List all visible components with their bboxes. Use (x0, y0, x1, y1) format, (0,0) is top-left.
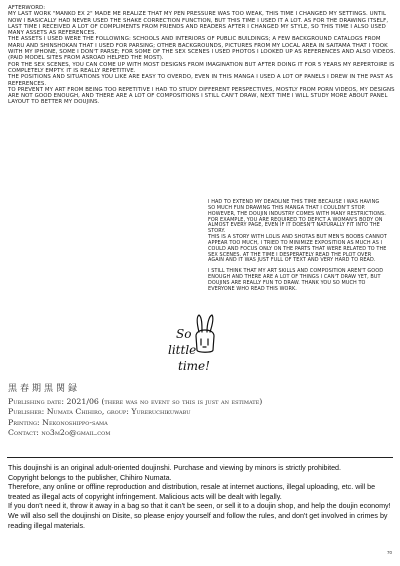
colophon-title: 黒春期黒関録 (8, 384, 81, 394)
mascot-caption-line2: little (168, 343, 197, 357)
bunny-icon (192, 314, 218, 356)
legal-paragraph: If you don't need it, throw it away in a bag so that it can't be seen, or sell it to a doujin shop, and help the doujin economy! (8, 502, 391, 511)
note-paragraph: I STILL THINK THAT MY ART SKILLS AND COMPOSITION AREN'T GOOD ENOUGH AND THERE ARE A LOT OF THINGS I CAN'T DRAW YET, BUT DOUJINS ARE REALLY FUN TO DRAW. THANK YOU SO MUCH TO EVERYONE WHO READ THIS WORK. (208, 268, 384, 292)
section-divider (7, 457, 393, 458)
afterword-paragraph: TO PREVENT MY ART FROM BEING TOO REPETITIVE I HAD TO STUDY DIFFERENT PERSPECTIVES, MOSTLY FROM PORN VIDEOS, MY DESIGNS ARE NOT GOOD ENOUGH, AND THERE ARE A LOT OF COMPOSITIONS I STILL CAN'T DRAW, NEXT TIME I WILL STUDY MORE ABOUT PANEL LAYOUT TO BETTER MY DOUJINS. (8, 86, 395, 106)
legal-paragraph: This doujinshi is an original adult-oriented doujinshi. Purchase and viewing by minors is strictly prohibited. (8, 464, 342, 472)
afterword-paragraph: FOR THE SEX SCENES, YOU CAN COME UP WITH MOST DESIGNS FROM IMAGINATION BUT AFTER DOING IT FOR 5 YEARS MY REPERTOIRE IS COMPLETELY EMPTY. IT IS REALLY REPETITIVE. (8, 61, 395, 74)
legal-paragraph: We will also sell the doujinshi on Disite, so please enjoy yourself and follow the rules, and don't get involved in crimes by reading illegal materials. (8, 511, 388, 530)
contact: Contact: no3m2o@gmail.com (8, 427, 111, 437)
afterword-paragraph: THE ASSETS I USED WERE THE FOLLOWING: SCHOOLS AND INTERIORS OF PUBLIC BUILDINGS; A FEW BACKGROUND CATALOGS FROM MARU AND SHINSHOKAN THAT I USED FOR PARSING; OTHER BACKGROUNDS, PICTURES FROM MY LOCAL AREA IN SAITAMA THAT I TOOK WITH MY IPHONE, SOME I DON'T PARSE; FOR SOME OF THE SEX SCENES I USED PHOTOS I LOOKED UP AS REFERENCES AND ALSO VIDEOS. (PAID MODEL SITES FROM ASROAD HELPED THE MOST). (8, 36, 396, 62)
note-paragraph: THIS IS A STORY WITH LOLIS AND SHOTAS BUT MEN'S BOOBS CANNOT APPEAR TOO MUCH, I TRIED TO MINIMIZE EXPOSITION AS MUCH AS I COULD AND FOCUS ONLY ON THE PARTS THAT WERE RELATED TO THE SEX SCENES. AT THE TIME I DESPERATELY READ THE PLOT OVER AGAIN AND IT WAS JUST FULL OF TEXT AND VERY HARD TO READ. (208, 234, 387, 264)
afterword-paragraph: THE POSITIONS AND SITUATIONS YOU LIKE ARE EASY TO OVERDO, EVEN IN THIS MANGA I USED A LOT OF PANELS I DREW IN THE PAST AS REFERENCES. (8, 74, 393, 87)
mascot-caption-line1: So (176, 327, 192, 341)
legal-paragraph: Copyright belongs to the publisher, Chihiro Numata. (8, 473, 172, 482)
printing: Printing: Nekonoshippo-sama (8, 417, 108, 427)
legal-paragraph: Therefore, any online or offline reproduction and distribution, resale at internet auctions, illegal uploading, etc. will be treated as illegal acts of copyright infringement. Malicious acts will be dealt with legally. (8, 483, 376, 501)
note-paragraph: I HAD TO EXTEND MY DEADLINE THIS TIME BECAUSE I WAS HAVING SO MUCH FUN DRAWING THIS MANGA THAT I COULDN'T STOP. HOWEVER, THE DOUJIN INDUSTRY COMES WITH MANY RESTRICTIONS. FOR EXAMPLE, YOU ARE REQUIRED TO DEPICT A WOMAN'S BODY ON ALMOST EVERY PAGE, EVEN IF IT DOESN'T NATURALLY FIT INTO THE STORY. (208, 199, 386, 235)
mascot-caption-line3: time! (178, 359, 210, 373)
afterword-section (8, 5, 396, 106)
colophon (8, 397, 308, 438)
afterword-paragraph: MY LAST WORK "MANKO EX 2" MADE ME REALIZE THAT MY PEN PRESSURE WAS TOO WEAK, THIS TIME I CHANGED MY SETTINGS. UNTIL NOW I BASICALLY HAD NEVER USED THE SHAKE CORRECTION FUNCTION, BUT THIS TIME I USED IT A LOT. AS FOR THE DRAWING ITSELF, LAST TIME I RECEIVED A LOT OF COMPLIMENTS FROM FRIENDS AND READERS AFTER I CHANGED MY STYLE, SO THIS TIME I ALSO USED MANY ASSETS AS REFERENCES. (8, 11, 389, 37)
mascot-doodle (168, 300, 234, 380)
publisher: Publisher: Numata Chihiro, group: Yureruchikuwabu (8, 407, 191, 417)
afterword-heading: AFTERWORD: (8, 5, 46, 11)
page-number: 70 (386, 550, 392, 555)
author-note (208, 200, 388, 293)
legal-notice (8, 464, 396, 531)
publishing-date: Publishing date: 2021/06 (there was no event so this is just an estimate) (8, 397, 263, 406)
